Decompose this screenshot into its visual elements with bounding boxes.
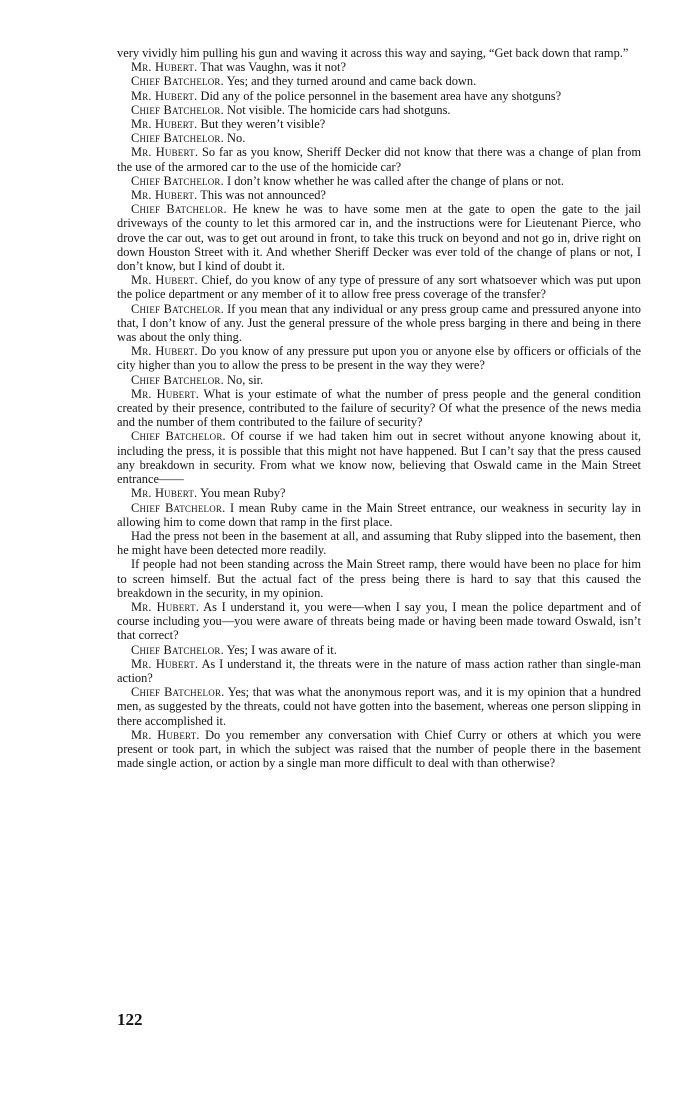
document-body [117, 46, 641, 770]
paragraph-text: This was not announced? [200, 188, 326, 203]
speaker-name: Chief Batchelor. [131, 202, 227, 217]
paragraph-text: But they weren’t visible? [200, 117, 326, 132]
transcript-paragraph [117, 685, 641, 728]
speaker-name: Chief Batchelor. [131, 74, 224, 89]
transcript-paragraph [117, 600, 641, 643]
paragraph-text: As I understand it, you were—when I say you, I mean the police department and of course including you—you were aware of threats being made or having been made toward Oswald, isn’t that correct? [117, 599, 642, 643]
transcript-paragraph [117, 387, 641, 430]
speaker-name: Chief Batchelor. [131, 372, 224, 387]
speaker-name: Chief Batchelor. [131, 429, 226, 444]
paragraph-text: That was Vaughn, was it not? [200, 60, 346, 75]
transcript-paragraph [117, 657, 641, 685]
paragraph-text: No. [227, 131, 246, 146]
transcript-paragraph [117, 373, 641, 387]
speaker-name: Mr. Hubert. [131, 344, 198, 359]
transcript-paragraph [117, 103, 641, 117]
paragraph-text: I mean Ruby came in the Main Street entrance, our weakness in security lay in allowing him to come down that ramp in the first place. [117, 500, 641, 529]
speaker-name: Chief Batchelor. [131, 102, 224, 117]
paragraph-text: Do you remember any conversation with Chief Curry or others at which you were present or took part, in which the subject was raised that the number of people there in the basement made single action, or action by a single man more difficult to deal with than otherwise? [117, 727, 641, 771]
paragraph-text: Of course if we had taken him out in secret without anyone knowing about it, including the press, it is possible that this might not have happened. But I can’t say that the press caused any breakdown in security. From what we know now, believing that Oswald came in the Main Street entrance—— [117, 429, 641, 487]
speaker-name: Chief Batchelor. [131, 173, 224, 188]
transcript-paragraph [117, 74, 641, 88]
paragraph-text: If you mean that any individual or any press group came and pressured anyone into that, I don’t know of any. Just the general pressure of the whole press barging in there and being in there was about the only thing. [117, 301, 641, 345]
paragraph-text: No, sir. [227, 372, 264, 387]
transcript-paragraph [117, 89, 641, 103]
paragraph-text: Yes; and they turned around and came back down. [226, 74, 477, 89]
paragraph-text: Yes; that was what the anonymous report was, and it is my opinion that a hundred men, as suggested by the threats, could not have gotten into the basement, whereas one person slipping in there accomplished it. [117, 685, 641, 728]
speaker-name: Mr. Hubert. [131, 117, 198, 132]
paragraph-text: Did any of the police personnel in the basement area have any shotguns? [200, 88, 562, 103]
speaker-name: Mr. Hubert. [131, 386, 200, 401]
transcript-paragraph [117, 728, 641, 771]
transcript-paragraph [117, 501, 641, 529]
speaker-name: Mr. Hubert. [131, 599, 200, 614]
paragraph-text: Yes; I was aware of it. [226, 642, 337, 657]
transcript-paragraph [117, 188, 641, 202]
speaker-name: Chief Batchelor. [131, 642, 224, 657]
speaker-name: Mr. Hubert. [131, 486, 198, 501]
paragraph-text: He knew he was to have some men at the gate to open the gate to the jail driveways of the county to let this armored car in, and the instructions were for Lieutenant Pierce, who drove the car out, was to get out around in front, to take this truck on beyond and not go in, drive right on down Houston Street with it. And whether Sheriff Decker was ever told of the change of plans or not, I don’t know, but I kind of doubt it. [117, 202, 641, 274]
speaker-name: Mr. Hubert. [131, 656, 199, 671]
speaker-name: Mr. Hubert. [131, 188, 198, 203]
transcript-paragraph [117, 145, 641, 173]
transcript-paragraph [117, 131, 641, 145]
paragraph-text: Do you know of any pressure put upon you or anyone else by officers or officials of the city higher than you to allow the press to be present in the way they were? [117, 344, 641, 373]
transcript-paragraph [117, 202, 641, 273]
paragraph-text: You mean Ruby? [200, 486, 286, 501]
paragraph-text: What is your estimate of what the number of press people and the general condition created by their presence, contributed to the failure of security? Of what the presence of the news media and the number of them contributed to the failure of security? [117, 386, 641, 430]
paragraph-text: If people had not been standing across the Main Street ramp, there would have been no place for him to screen himself. But the actual fact of the press being there is hard to say that this caused the breakdown in the security, in my opinion. [117, 557, 641, 600]
speaker-name: Mr. Hubert. [131, 60, 198, 75]
speaker-name: Mr. Hubert. [131, 273, 198, 288]
speaker-name: Mr. Hubert. [131, 727, 200, 742]
paragraph-text: Had the press not been in the basement at all, and assuming that Ruby slipped into the basement, then he might have been detected more readily. [117, 528, 641, 558]
paragraph-text: So far as you know, Sheriff Decker did not know that there was a change of plan from the use of the armored car to the use of the homicide car? [117, 145, 641, 174]
speaker-name: Chief Batchelor. [131, 500, 226, 515]
paragraph-text: very vividly him pulling his gun and waving it across this way and saying, “Get back down that ramp.” [117, 46, 629, 60]
transcript-paragraph [117, 273, 641, 301]
transcript-paragraph [117, 174, 641, 188]
paragraph-text: Chief, do you know of any type of pressure of any sort whatsoever which was put upon the police department or any member of it to allow free press coverage of the transfer? [117, 273, 641, 302]
speaker-name: Chief Batchelor. [131, 685, 225, 700]
transcript-paragraph [117, 46, 641, 60]
transcript-paragraph [117, 486, 641, 500]
speaker-name: Mr. Hubert. [131, 88, 198, 103]
transcript-paragraph [117, 429, 641, 486]
transcript-paragraph [117, 302, 641, 345]
transcript-paragraph [117, 60, 641, 74]
transcript-paragraph [117, 529, 641, 557]
page-number: 122 [117, 1010, 143, 1029]
transcript-paragraph [117, 344, 641, 372]
paragraph-text: I don’t know whether he was called after the change of plans or not. [227, 173, 565, 188]
transcript-paragraph [117, 117, 641, 131]
transcript-paragraph [117, 643, 641, 657]
speaker-name: Chief Batchelor. [131, 301, 224, 316]
transcript-paragraph [117, 557, 641, 600]
paragraph-text: Not visible. The homicide cars had shotguns. [227, 102, 451, 117]
speaker-name: Chief Batchelor. [131, 131, 224, 146]
paragraph-text: As I understand it, the threats were in the nature of mass action rather than single-man action? [117, 656, 641, 685]
speaker-name: Mr. Hubert. [131, 145, 199, 160]
